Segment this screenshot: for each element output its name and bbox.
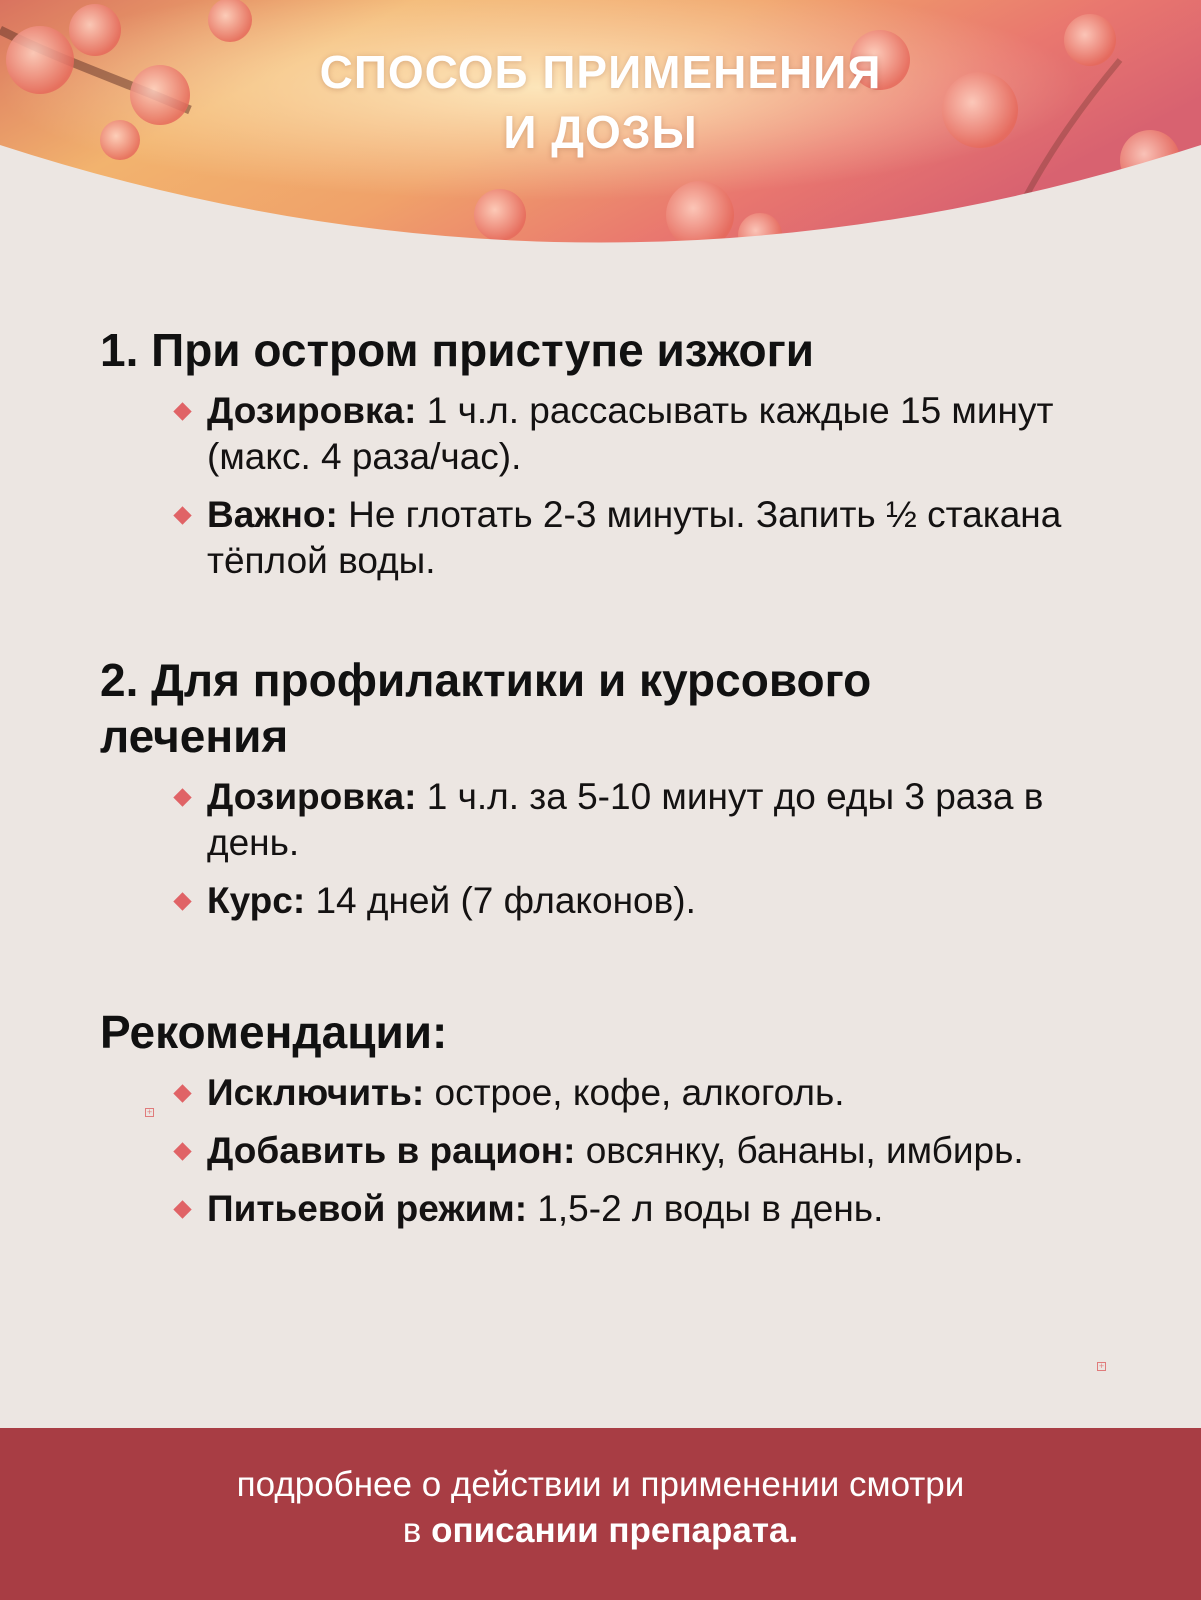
bullet-list: [100, 1070, 1100, 1232]
bullet-list: [100, 774, 1044, 924]
footer-line2-bold: описании препарата.: [431, 1511, 799, 1550]
item-text: острое, кофе, алкоголь.: [424, 1072, 845, 1113]
item-text: 1,5-2 л воды в день.: [527, 1188, 884, 1229]
item-term: Исключить:: [207, 1072, 425, 1113]
section-acute-heartburn: [100, 322, 1100, 584]
diamond-bullet-icon: [173, 892, 191, 910]
list-item: [100, 1070, 1087, 1116]
section-heading: 2. Для профилактики и курсового лечения: [100, 654, 872, 762]
item-text: 1 ч.л. рассасывать каждые 15 минут (макс. 4 раза/час).: [207, 390, 1054, 477]
footer-line2-prefix: в: [402, 1511, 432, 1550]
list-item: [100, 1128, 1087, 1174]
diamond-bullet-icon: [173, 402, 191, 420]
item-text: 14 дней (7 флаконов).: [305, 880, 696, 921]
small-plus-mark-icon: +: [1098, 1362, 1105, 1370]
section-recommendations: [100, 1004, 1100, 1232]
list-item: [100, 774, 1087, 866]
page-title-line1: СПОСОБ ПРИМЕНЕНИЯ: [319, 46, 882, 98]
section-heading: 1. При остром приступе изжоги: [100, 324, 815, 376]
diamond-bullet-icon: [173, 1084, 191, 1102]
list-item: [100, 492, 1087, 584]
section-heading: Рекомендации:: [100, 1006, 448, 1058]
bullet-list: [100, 388, 1100, 584]
item-term: Питьевой режим:: [207, 1188, 528, 1229]
footer-note: [0, 1462, 1201, 1554]
section-prevention-course: [100, 652, 1044, 924]
item-term: Важно:: [207, 494, 338, 535]
page-title-line2: И ДОЗЫ: [503, 106, 698, 158]
footer-line1: подробнее о действии и применении смотри: [236, 1465, 965, 1504]
list-item: [100, 1186, 1087, 1232]
item-text: Не глотать 2-3 минуты. Запить ½ стакана тёплой воды.: [207, 494, 1062, 581]
diamond-bullet-icon: [173, 1200, 191, 1218]
item-term: Дозировка:: [207, 776, 417, 817]
diamond-bullet-icon: [173, 788, 191, 806]
item-text: овсянку, бананы, имбирь.: [575, 1130, 1024, 1171]
item-term: Курс:: [207, 880, 306, 921]
list-item: [100, 388, 1087, 480]
item-term: Дозировка:: [207, 390, 417, 431]
item-text: 1 ч.л. за 5-10 минут до еды 3 раза в день.: [207, 776, 1044, 863]
diamond-bullet-icon: [173, 506, 191, 524]
list-item: [100, 878, 1087, 924]
item-term: Добавить в рацион:: [207, 1130, 576, 1171]
diamond-bullet-icon: [173, 1142, 191, 1160]
page-title: [0, 42, 1201, 162]
small-plus-mark-icon: +: [146, 1108, 153, 1116]
